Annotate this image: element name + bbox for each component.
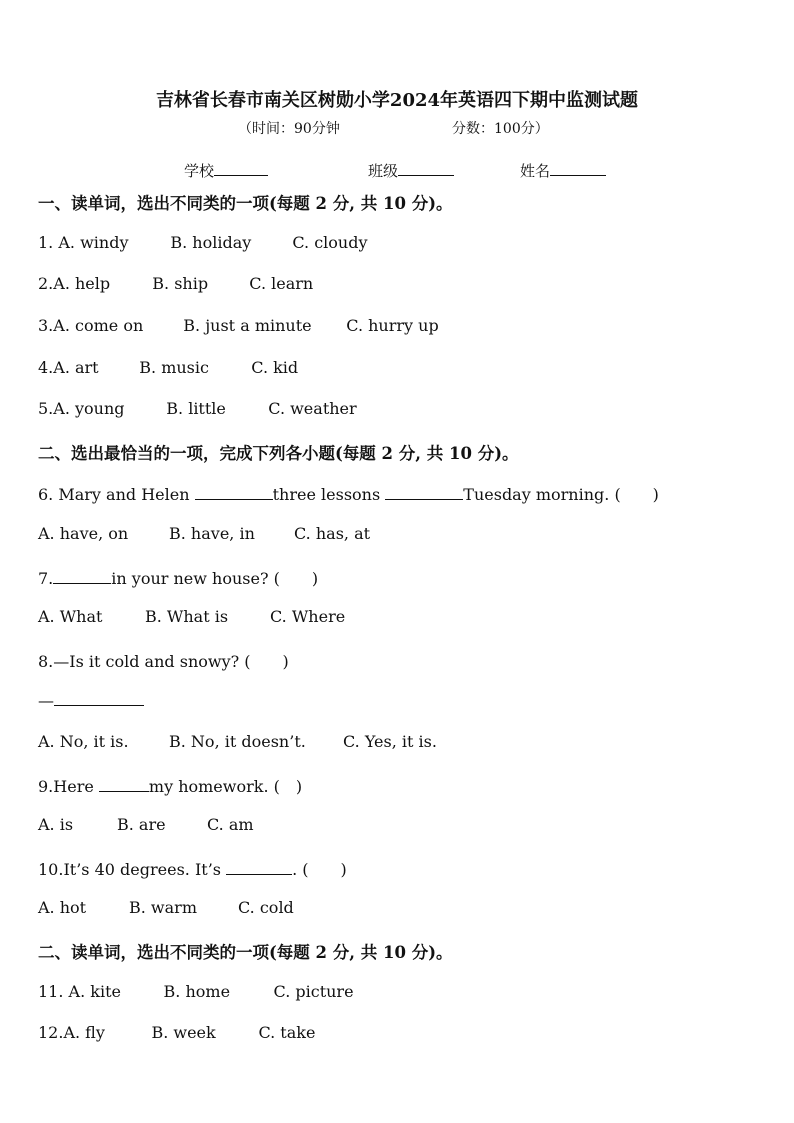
question-number: 1. — [38, 233, 59, 252]
school-label: 学校 — [184, 162, 215, 180]
answer-blank[interactable] — [385, 485, 463, 500]
option-a[interactable]: A. hot — [38, 898, 87, 917]
section-heading: 二、读单词，选出不同类的一项(每题 2 分, 共 10 分)。 — [38, 943, 453, 962]
question-11 — [38, 982, 354, 1001]
option-a[interactable]: A. No, it is. — [38, 732, 129, 751]
option-a[interactable]: A. help — [53, 274, 111, 293]
option-c[interactable]: C. am — [207, 815, 254, 834]
option-a[interactable]: A. windy — [58, 233, 129, 252]
section-heading: 一、读单词，选出不同类的一项(每题 2 分, 共 10 分)。 — [38, 194, 453, 213]
option-b[interactable]: B. music — [139, 358, 209, 377]
class-blank[interactable] — [398, 161, 454, 176]
name-blank[interactable] — [550, 161, 606, 176]
option-a[interactable]: A. kite — [68, 982, 121, 1001]
option-a[interactable]: A. What — [38, 607, 103, 626]
question-10-stem: 10.It’s 40 degrees. It’s . ( ) — [38, 860, 347, 879]
question-6-options — [38, 524, 370, 543]
option-b[interactable]: B. have, in — [169, 524, 255, 543]
exam-time: （时间：90分钟 — [238, 121, 340, 137]
question-7-options — [38, 607, 345, 626]
question-9-stem: 9.Here my homework. ( ) — [38, 777, 303, 796]
option-a[interactable]: A. come on — [53, 316, 144, 335]
question-5 — [38, 399, 357, 418]
name-label: 姓名 — [520, 162, 551, 180]
option-a[interactable]: A. is — [38, 815, 74, 834]
option-a[interactable]: A. have, on — [38, 524, 129, 543]
question-4 — [38, 358, 298, 377]
question-2 — [38, 274, 313, 293]
option-b[interactable]: B. home — [163, 982, 231, 1001]
question-7-stem: 7. in your new house? ( ) — [38, 569, 319, 588]
question-8-stem: 8.—Is it cold and snowy? ( ) — [38, 652, 289, 671]
answer-blank[interactable] — [195, 485, 273, 500]
option-a[interactable]: A. young — [53, 399, 125, 418]
option-b[interactable]: B. little — [166, 399, 226, 418]
exam-score: 分数：100分） — [452, 121, 549, 137]
option-c[interactable]: C. cold — [238, 898, 294, 917]
question-12 — [38, 1023, 315, 1042]
option-b[interactable]: B. week — [151, 1023, 216, 1042]
option-c[interactable]: C. learn — [249, 274, 314, 293]
option-a[interactable]: A. art — [53, 358, 99, 377]
answer-blank[interactable] — [99, 777, 149, 792]
option-b[interactable]: B. holiday — [170, 233, 252, 252]
option-c[interactable]: C. Where — [270, 607, 346, 626]
option-c[interactable]: C. cloudy — [292, 233, 368, 252]
question-8-reply: — — [38, 691, 144, 710]
class-label: 班级 — [368, 162, 399, 180]
option-c[interactable]: C. has, at — [294, 524, 371, 543]
option-c[interactable]: C. take — [258, 1023, 316, 1042]
section-heading: 二、选出最恰当的一项，完成下列各小题(每题 2 分, 共 10 分)。 — [38, 444, 519, 463]
question-10-options — [38, 898, 294, 917]
option-b[interactable]: B. just a minute — [183, 316, 312, 335]
question-number: 2. — [38, 274, 54, 293]
question-number: 4. — [38, 358, 54, 377]
school-field — [184, 160, 268, 181]
question-number: 5. — [38, 399, 54, 418]
option-b[interactable]: B. ship — [152, 274, 209, 293]
option-c[interactable]: C. hurry up — [346, 316, 439, 335]
option-c[interactable]: C. kid — [251, 358, 299, 377]
question-number: 11. — [38, 982, 69, 1001]
option-c[interactable]: C. weather — [268, 399, 357, 418]
question-number: 3. — [38, 316, 54, 335]
answer-blank[interactable] — [226, 860, 292, 875]
question-8-options — [38, 732, 437, 751]
option-b[interactable]: B. are — [117, 815, 166, 834]
school-blank[interactable] — [214, 161, 268, 176]
answer-blank[interactable] — [54, 691, 144, 706]
option-c[interactable]: C. Yes, it is. — [343, 732, 437, 751]
question-6-stem: 6. Mary and Helen three lessons Tuesday morning. ( ) — [38, 485, 659, 504]
option-a[interactable]: A. fly — [63, 1023, 105, 1042]
option-b[interactable]: B. warm — [129, 898, 197, 917]
option-b[interactable]: B. What is — [145, 607, 229, 626]
question-1 — [38, 233, 368, 252]
class-field — [368, 160, 454, 181]
option-c[interactable]: C. picture — [273, 982, 354, 1001]
question-3 — [38, 316, 439, 335]
exam-title: 吉林省长春市南关区树勋小学2024年英语四下期中监测试题 — [155, 90, 639, 111]
option-b[interactable]: B. No, it doesn’t. — [169, 732, 306, 751]
question-number: 12. — [38, 1023, 64, 1042]
answer-blank[interactable] — [53, 569, 111, 584]
question-9-options — [38, 815, 254, 834]
name-field — [520, 160, 606, 181]
